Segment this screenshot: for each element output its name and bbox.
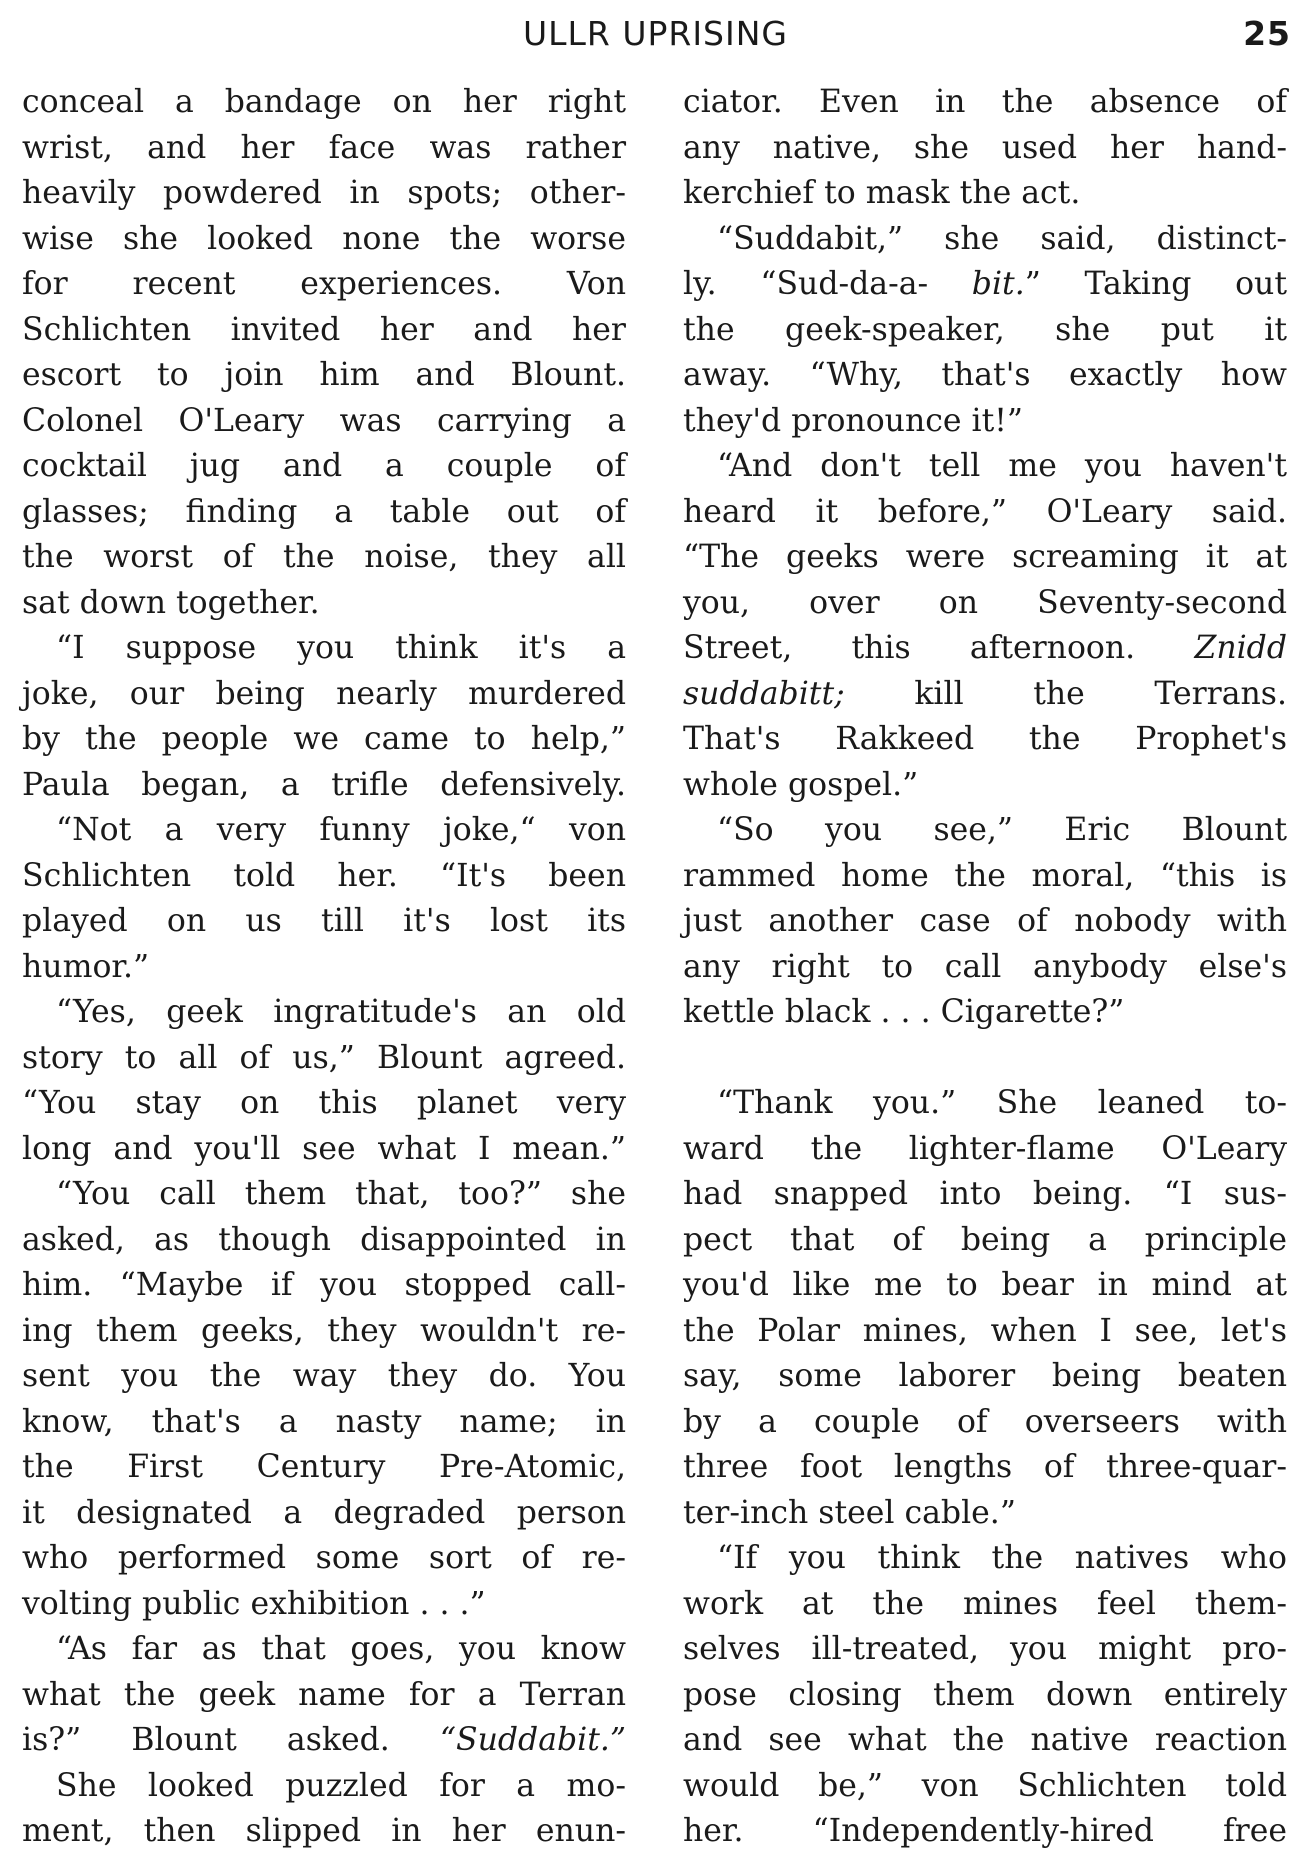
text-line [683,945,1287,991]
line-text-after: kill the Terrans. [844,675,1287,712]
line-text: “You stay on this planet very [22,1085,626,1121]
italic-text: “Suddabit.” [439,1722,627,1758]
text-column-left [22,80,626,1855]
text-column-right [683,80,1287,1855]
text-line [683,1627,1287,1673]
text-line [683,1491,1287,1537]
text-line [22,1400,626,1446]
text-line [683,80,1287,126]
text-line [683,353,1287,399]
text-line [683,717,1287,763]
text-line [22,444,626,490]
text-line [22,808,626,854]
line-text: story to all of us,” Blount agreed. [22,1039,626,1076]
text-line [683,1309,1287,1355]
text-line [22,1627,626,1673]
text-line [22,1081,626,1127]
text-line [683,1081,1287,1127]
line-text: ing them geeks, they wouldn't re- [22,1312,626,1349]
line-text: ment, then slipped in her enun- [22,1813,626,1849]
line-text: sent you the way they do. You [22,1358,626,1394]
running-head [0,14,1311,54]
line-text: “Thank you.” She leaned to- [717,1085,1287,1121]
line-text: ly. “Sud-da-a- [683,266,929,302]
text-line [683,1536,1287,1582]
line-text: is?” Blount asked. [22,1722,390,1758]
text-line [22,1718,626,1764]
text-line [22,171,626,217]
line-text: kettle black . . . Cigarette?” [683,994,1125,1030]
text-line [683,444,1287,490]
line-text: wise she looked none the worse [22,220,626,257]
text-line [683,1218,1287,1264]
line-text: Schlichten told her. “It's been [22,857,626,894]
text-line [683,1354,1287,1400]
line-text: they'd pronounce it!” [683,402,1024,439]
line-text: ward the lighter-flame O'Leary [683,1130,1287,1167]
text-line [683,1400,1287,1446]
line-text: say, some laborer being beaten [683,1358,1287,1394]
text-line [22,1582,626,1628]
line-text: conceal a bandage on her right [22,84,626,120]
line-text: her. “Independently-hired free [683,1813,1287,1849]
line-text: work at the mines feel them- [683,1585,1287,1622]
blank-line [683,1036,1287,1082]
text-line [22,1445,626,1491]
line-text: away. “Why, that's exactly how [683,357,1287,393]
text-line [22,1764,626,1810]
line-text: him. “Maybe if you stopped call- [22,1267,626,1303]
line-text: joke, our being nearly murdered [22,675,626,712]
line-text: any native, she used her hand- [683,129,1287,166]
text-line [683,672,1287,718]
line-text: cocktail jug and a couple of [22,448,626,484]
text-line [683,262,1287,308]
text-line [22,1309,626,1355]
text-line [683,854,1287,900]
text-line [22,1127,626,1173]
text-line [683,535,1287,581]
text-line [22,217,626,263]
line-text: rammed home the moral, “this is [683,857,1287,894]
text-line [22,1536,626,1582]
line-text: “Not a very funny joke,“ von [56,812,626,848]
text-line [22,763,626,809]
line-text: heavily powdered in spots; other- [22,175,626,211]
line-text: asked, as though disappointed in [22,1221,626,1258]
text-line [683,171,1287,217]
text-line [22,626,626,672]
text-line [22,717,626,763]
line-text: glasses; finding a table out of [22,493,626,530]
line-text: escort to join him and Blount. [22,357,626,393]
line-text: and see what the native reaction [683,1722,1287,1758]
text-line [22,1809,626,1855]
line-text: the worst of the noise, they all [22,539,626,575]
text-line [683,899,1287,945]
line-text: “As far as that goes, you know [56,1631,626,1667]
line-text: would be,” von Schlichten told [683,1767,1287,1804]
text-line [22,945,626,991]
text-line [22,854,626,900]
line-text: you'd like me to bear in mind at [683,1267,1287,1303]
text-line [22,399,626,445]
text-line [22,1673,626,1719]
line-text: pose closing them down entirely [683,1676,1287,1713]
line-text: you, over on Seventy-second [683,584,1287,621]
line-text: what the geek name for a Terran [22,1676,626,1713]
text-line [683,1445,1287,1491]
line-text: the First Century Pre-Atomic, [22,1449,626,1485]
text-line [22,1172,626,1218]
text-line [683,490,1287,536]
line-text: three foot lengths of three-quar- [683,1449,1287,1485]
text-line [683,990,1287,1036]
line-text: by the people we came to help,” [22,721,626,757]
line-text: long and you'll see what I mean.” [22,1130,626,1167]
text-line [22,353,626,399]
text-line [683,217,1287,263]
text-line [22,490,626,536]
text-line [683,1764,1287,1810]
line-text: Street, this afternoon. [683,630,1136,666]
line-text: Colonel O'Leary was carrying a [22,402,626,439]
italic-text: suddabitt; [683,675,845,712]
text-line [22,262,626,308]
line-text: who performed some sort of re- [22,1540,626,1576]
line-text: for recent experiences. Von [22,266,626,302]
text-line [22,126,626,172]
text-line [683,1673,1287,1719]
line-text: know, that's a nasty name; in [22,1403,626,1440]
text-line [683,126,1287,172]
line-text: That's Rakkeed the Prophet's [683,721,1287,757]
text-line [22,1036,626,1082]
line-text: played on us till it's lost its [22,903,626,939]
text-line [22,1218,626,1264]
line-text: wrist, and her face was rather [22,129,626,166]
text-line [22,899,626,945]
text-line [22,80,626,126]
line-text: kerchief to mask the act. [683,175,1081,211]
italic-text: bit. [971,266,1025,302]
line-text: volting public exhibition . . .” [22,1585,486,1622]
line-text: selves ill-treated, you might pro- [683,1631,1287,1667]
line-text: had snapped into being. “I sus- [683,1176,1287,1212]
text-line [22,672,626,718]
line-text: “And don't tell me you haven't [717,448,1287,484]
line-text: ciator. Even in the absence of [683,84,1287,120]
line-text: She looked puzzled for a mo- [56,1767,626,1804]
text-line [22,535,626,581]
text-line [683,581,1287,627]
text-line [683,399,1287,445]
line-text: the geek-speaker, she put it [683,311,1287,348]
line-text: Paula began, a trifle defensively. [22,766,626,803]
text-line [683,626,1287,672]
italic-text: Znidd [1194,630,1288,666]
text-line [683,1582,1287,1628]
line-text: heard it before,” O'Leary said. [683,493,1287,530]
line-text: “You call them that, too?” she [56,1176,626,1212]
line-text: the Polar mines, when I see, let's [683,1312,1287,1349]
line-text: “Suddabit,” she said, distinct- [717,220,1287,257]
line-text: “If you think the natives who [717,1540,1287,1576]
line-text: by a couple of overseers with [683,1403,1287,1440]
text-line [683,763,1287,809]
line-text: just another case of nobody with [683,903,1287,939]
text-line [22,990,626,1036]
line-text: ter-inch steel cable.” [683,1494,1016,1531]
line-text: “Yes, geek ingratitude's an old [56,994,626,1030]
line-text: Schlichten invited her and her [22,311,626,348]
line-text: sat down together. [22,584,320,621]
page-number: 25 [1243,14,1291,53]
text-line [683,1263,1287,1309]
line-text: pect that of being a principle [683,1221,1287,1258]
line-text: “So you see,” Eric Blount [717,812,1287,848]
text-line [683,1809,1287,1855]
text-line [22,1263,626,1309]
text-line [683,808,1287,854]
text-line [22,308,626,354]
running-title: ULLR UPRISING [523,14,788,53]
line-text: “I suppose you think it's a [56,630,626,666]
text-line [22,1491,626,1537]
text-line [22,581,626,627]
line-text: whole gospel.” [683,766,919,803]
line-text: it designated a degraded person [22,1494,626,1531]
line-text: any right to call anybody else's [683,948,1287,985]
line-text-after: ” Taking out [1024,266,1287,302]
line-text: “The geeks were screaming it at [683,539,1287,575]
text-line [22,1354,626,1400]
line-text: humor.” [22,948,150,985]
text-line [683,308,1287,354]
text-line [683,1127,1287,1173]
text-line [683,1172,1287,1218]
text-line [683,1718,1287,1764]
